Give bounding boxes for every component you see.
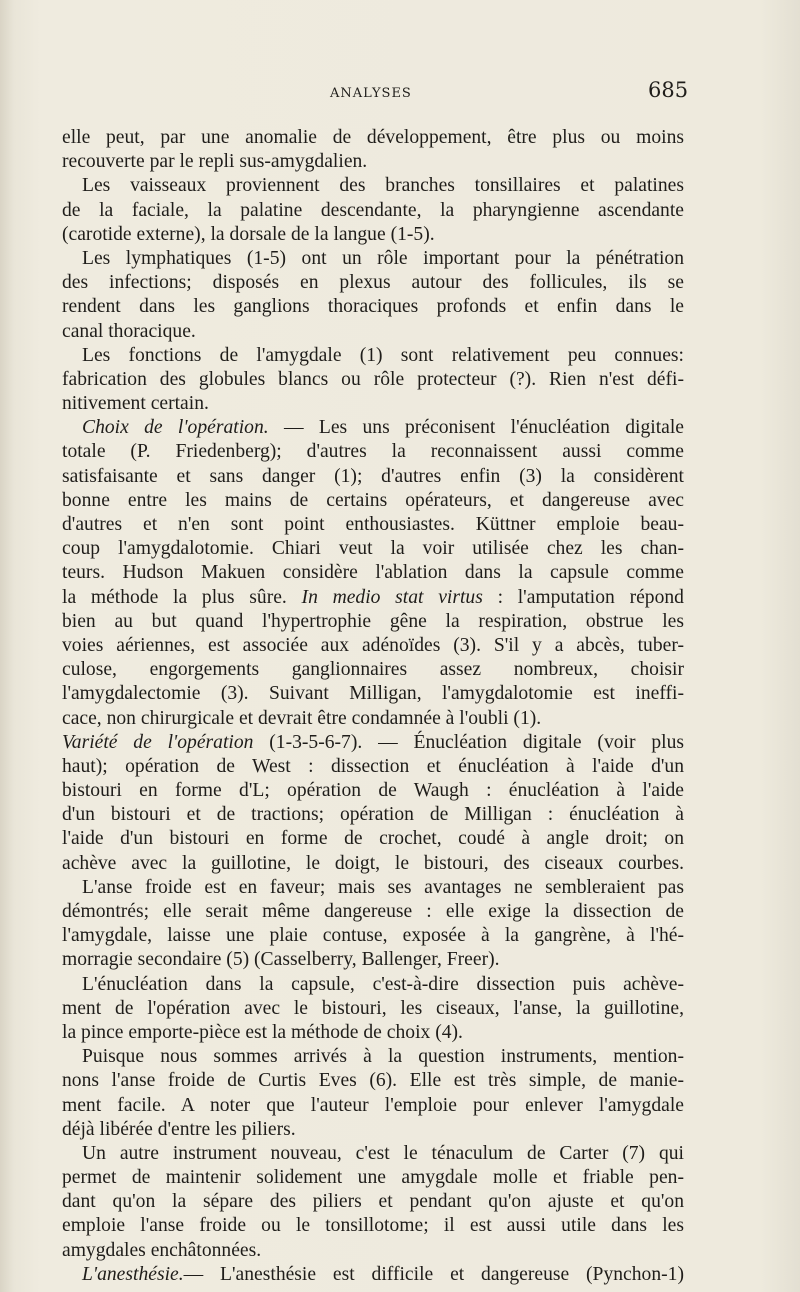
text-line: emploie l'anse froide ou le tonsillotome; il est aussi utile dans les xyxy=(62,1215,684,1237)
text-line: Choix de l'opération. — Les uns préconisent l'énucléation digitale xyxy=(82,417,684,439)
section-heading: Variété de l'opération xyxy=(62,731,254,753)
text-line: L'anse froide est en faveur; mais ses avantages ne sembleraient pas xyxy=(82,876,684,898)
text-line: ment facile. A noter que l'auteur l'emploie pour enlever l'amygdale xyxy=(62,1094,684,1116)
text-line: achève avec la guillotine, le doigt, le bistouri, des ciseaux courbes. xyxy=(62,852,684,874)
text-line: L'énucléation dans la capsule, c'est-à-dire dissection puis achève- xyxy=(82,973,684,995)
text-line: permet de maintenir solidement une amygdale molle et friable pen- xyxy=(62,1167,684,1189)
text-line: coup l'amygdalotomie. Chiari veut la voir utilisée chez les chan- xyxy=(62,538,684,560)
text-line: amygdales enchâtonnées. xyxy=(62,1239,262,1261)
text-line: la méthode la plus sûre. In medio stat virtus : l'amputation répond xyxy=(62,586,684,608)
text-line: totale (P. Friedenberg); d'autres la reconnaissent aussi comme xyxy=(62,441,684,463)
text-line: canal thoracique. xyxy=(62,320,196,342)
text-line: démontrés; elle serait même dangereuse : elle exige la dissection de xyxy=(62,901,684,922)
running-head: ANALYSES xyxy=(330,86,412,101)
text-line: d'autres et n'en sont point enthousiastes. Küttner emploie beau- xyxy=(62,514,684,535)
page-number: 685 xyxy=(648,78,689,102)
text-line: Les vaisseaux proviennent des branches tonsillaires et palatines xyxy=(82,175,684,197)
text-line: nons l'anse froide de Curtis Eves (6). Elle est très simple, de manie- xyxy=(62,1070,684,1092)
page-header xyxy=(0,78,800,108)
text-line: Les fonctions de l'amygdale (1) sont relativement peu connues: xyxy=(82,344,684,366)
text-line: Puisque nous sommes arrivés à la question instruments, mention- xyxy=(82,1046,684,1068)
text-line: la pince emporte-pièce est la méthode de choix (4). xyxy=(62,1021,463,1043)
text-line: nitivement certain. xyxy=(62,393,209,415)
text-line: l'aide d'un bistouri en forme de crochet, coudé à angle droit; on xyxy=(62,828,684,850)
text-line: bonne entre les mains de certains opérateurs, et dangereuse avec xyxy=(62,489,684,511)
text-line: Un autre instrument nouveau, c'est le ténaculum de Carter (7) qui xyxy=(82,1142,684,1164)
text-line: recouverte par le repli sus-amygdalien. xyxy=(62,151,368,173)
text-line: haut); opération de West : dissection et énucléation à l'aide d'un xyxy=(62,755,684,777)
text-line: elle peut, par une anomalie de développement, être plus ou moins xyxy=(62,127,684,148)
section-heading: L'anesthésie. xyxy=(82,1263,184,1285)
text-line: L'anesthésie.— L'anesthésie est difficile et dangereuse (Pynchon-1) xyxy=(82,1263,684,1285)
text-line: voies aériennes, est associée aux adénoïdes (3). S'il y a abcès, tuber- xyxy=(62,634,684,656)
text-line: déjà libérée d'entre les piliers. xyxy=(62,1118,296,1140)
text-line: de la faciale, la palatine descendante, la pharyngienne ascendante xyxy=(62,199,684,221)
text-line: d'un bistouri et de tractions; opération de Milligan : énucléation à xyxy=(62,804,684,826)
text-line: des infections; disposés en plexus autour des follicules, ils se xyxy=(62,272,684,294)
text-line: fabrication des globules blancs ou rôle protecteur (?). Rien n'est défi- xyxy=(62,368,684,390)
latin-phrase: In medio stat virtus xyxy=(301,586,483,608)
text-line: l'amygdalectomie (3). Suivant Milligan, l'amygdalotomie est ineffi- xyxy=(62,683,684,705)
text-line: satisfaisante et sans danger (1); d'autres enfin (3) la considèrent xyxy=(62,465,684,487)
text-line: morragie secondaire (5) (Casselberry, Ballenger, Freer). xyxy=(62,949,500,971)
text-line: Variété de l'opération (1-3-5-6-7). — Énucléation digitale (voir plus xyxy=(62,731,684,753)
text-line: teurs. Hudson Makuen considère l'ablation dans la capsule comme xyxy=(62,562,684,584)
text-line: ment de l'opération avec le bistouri, les ciseaux, l'anse, la guillotine, xyxy=(62,997,684,1019)
text-line: culose, engorgements ganglionnaires assez nombreux, choisir xyxy=(62,659,684,681)
text-line: (carotide externe), la dorsale de la langue (1-5). xyxy=(62,223,435,245)
section-heading: Choix de l'opération. xyxy=(82,417,269,439)
body-text xyxy=(62,126,684,1287)
text-line: cace, non chirurgicale et devrait être condamnée à l'oubli (1). xyxy=(62,707,542,729)
text-line: bien au but quand l'hypertrophie gêne la respiration, obstrue les xyxy=(62,610,684,632)
text-line: Les lymphatiques (1-5) ont un rôle important pour la pénétration xyxy=(82,247,684,269)
text-line: dant qu'on la sépare des piliers et pendant qu'on ajuste et qu'on xyxy=(62,1191,684,1213)
text-line: l'amygdale, laisse une plaie contuse, exposée à la gangrène, à l'hé- xyxy=(62,925,684,947)
text-line: rendent dans les ganglions thoraciques profonds et enfin dans le xyxy=(62,296,684,318)
text-line: bistouri en forme d'L; opération de Waugh : énucléation à l'aide xyxy=(62,780,684,802)
